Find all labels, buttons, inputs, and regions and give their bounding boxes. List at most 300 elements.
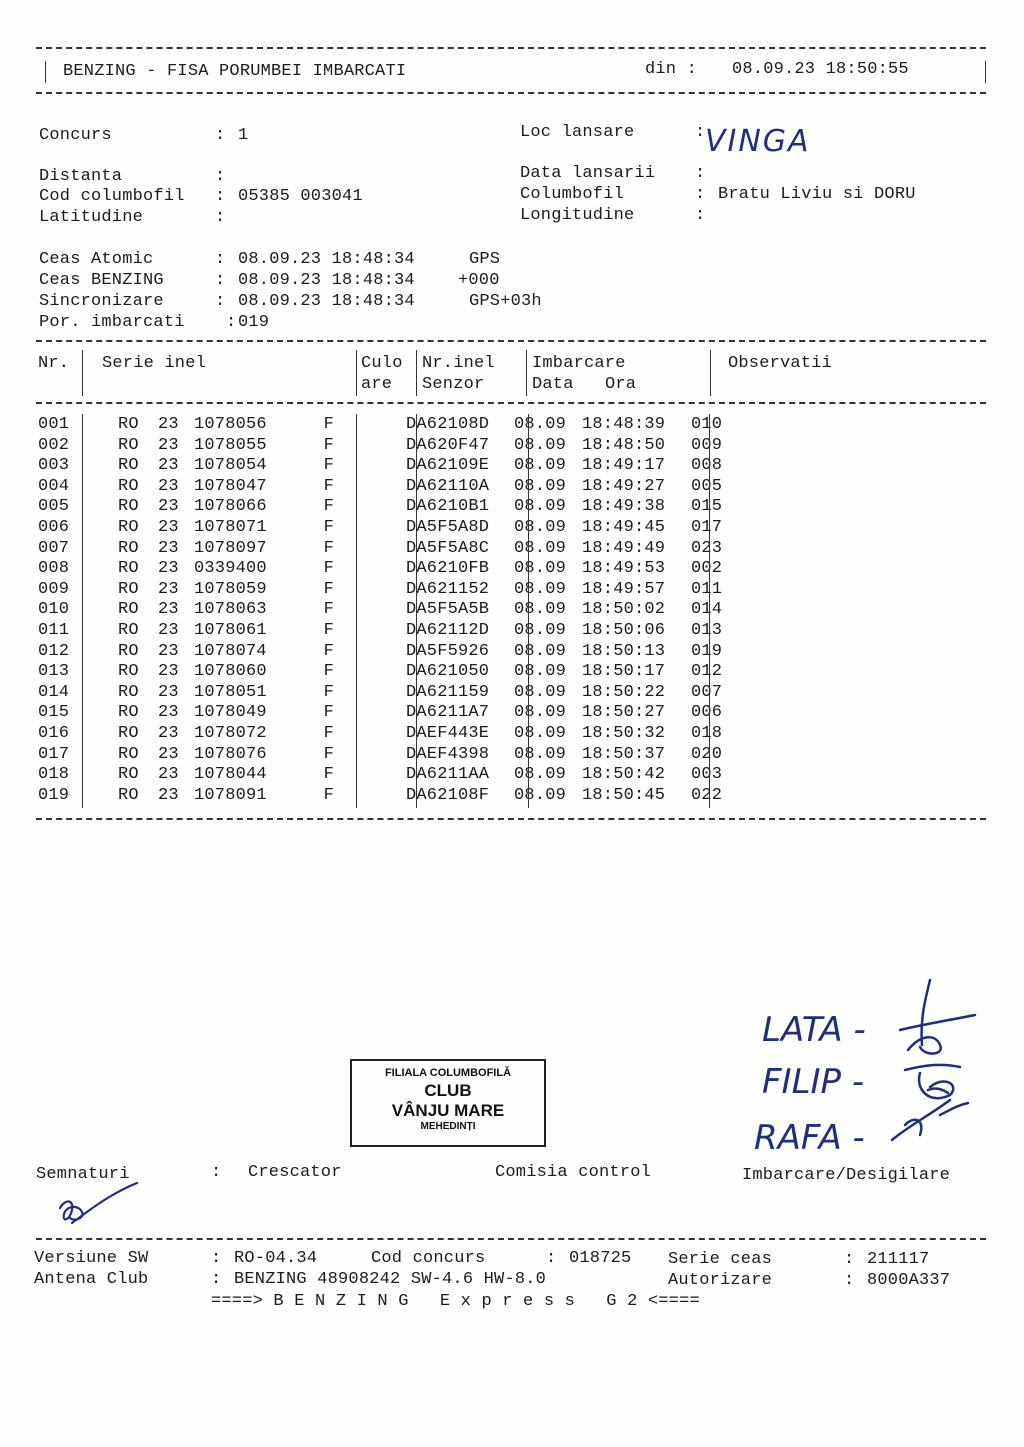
cell-year: 23 xyxy=(158,497,179,517)
cell-sex: F xyxy=(323,682,334,702)
row-sep-serie xyxy=(356,414,357,808)
cell-obs: 015 xyxy=(691,497,723,517)
cell-sex: F xyxy=(323,703,334,723)
header-left-bar xyxy=(45,61,46,83)
pigeon-table-body xyxy=(38,415,745,806)
cell-nr: 004 xyxy=(38,476,70,496)
table-row xyxy=(38,477,745,498)
cell-culo xyxy=(340,724,402,745)
columbofil-colon: : xyxy=(695,185,706,204)
cell-data: 08.09 xyxy=(514,579,567,599)
cell-ring: 1078054 xyxy=(194,456,267,476)
cell-year: 23 xyxy=(158,703,179,723)
antena-club-label: Antena Club xyxy=(34,1270,149,1289)
cell-ring: 1078071 xyxy=(194,517,267,537)
table-row xyxy=(38,518,745,539)
cell-nr: 003 xyxy=(38,456,70,476)
cell-ring: 1078044 xyxy=(194,765,267,785)
cell-ring: 1078091 xyxy=(194,785,267,805)
table-row xyxy=(38,703,745,724)
cell-culo xyxy=(340,683,402,704)
cell-ora: 18:50:27 xyxy=(582,703,666,723)
table-header-dash xyxy=(36,402,986,404)
stamp-line-4: MEHEDINȚI xyxy=(420,1121,476,1132)
col-header-imbarcare: Imbarcare xyxy=(532,354,626,373)
distanta-colon: : xyxy=(215,167,226,186)
cell-obs: 013 xyxy=(691,620,723,640)
data-lansarii-label: Data lansarii xyxy=(520,164,656,183)
cell-country: RO xyxy=(118,538,139,558)
cell-country: RO xyxy=(118,620,139,640)
cell-obs: 002 xyxy=(691,559,723,579)
cell-culo xyxy=(340,580,402,601)
top-dash-line xyxy=(36,47,986,49)
cell-ora: 18:50:17 xyxy=(582,662,666,682)
cell-country: RO xyxy=(118,641,139,661)
cell-obs: 020 xyxy=(691,744,723,764)
cell-senzor: DA5F5A8D xyxy=(406,517,490,537)
cell-sex: F xyxy=(323,538,334,558)
cod-concurs-value: 018725 xyxy=(569,1249,632,1268)
cell-sex: F xyxy=(323,517,334,537)
table-row xyxy=(38,745,745,766)
cell-culo xyxy=(340,786,402,807)
cell-year: 23 xyxy=(158,641,179,661)
cell-ora: 18:49:27 xyxy=(582,476,666,496)
cell-culo xyxy=(340,642,402,663)
stamp-line-2: CLUB xyxy=(424,1081,472,1100)
cell-nr: 006 xyxy=(38,517,70,537)
cell-ora: 18:49:45 xyxy=(582,517,666,537)
por-imbarcati-value: 019 xyxy=(238,313,270,332)
cell-ora: 18:50:32 xyxy=(582,723,666,743)
ceas-benzing-value: 08.09.23 18:48:34 xyxy=(238,271,415,290)
col-header-nr: Nr. xyxy=(38,354,70,373)
cell-year: 23 xyxy=(158,765,179,785)
semnaturi-colon: : xyxy=(211,1163,222,1182)
col-header-culo-2: are xyxy=(361,375,393,394)
cell-ora: 18:49:38 xyxy=(582,497,666,517)
cell-nr: 008 xyxy=(38,559,70,579)
cod-columbofil-colon: : xyxy=(215,187,226,206)
cell-data: 08.09 xyxy=(514,723,567,743)
cell-data: 08.09 xyxy=(514,703,567,723)
cod-columbofil-value: 05385 003041 xyxy=(238,187,363,206)
table-row xyxy=(38,662,745,683)
cell-culo xyxy=(340,436,402,457)
serie-ceas-colon: : xyxy=(844,1250,855,1269)
table-row xyxy=(38,765,745,786)
cell-data: 08.09 xyxy=(514,497,567,517)
row-sep-culo xyxy=(416,414,417,808)
cell-senzor: DA5F5A5B xyxy=(406,600,490,620)
autorizare-label: Autorizare xyxy=(668,1271,773,1290)
concurs-colon: : xyxy=(215,126,226,145)
cell-sex: F xyxy=(323,559,334,579)
cell-data: 08.09 xyxy=(514,620,567,640)
cell-culo xyxy=(340,621,402,642)
longitudine-colon: : xyxy=(695,206,706,225)
cell-culo xyxy=(340,765,402,786)
cell-senzor: DA6211A7 xyxy=(406,703,490,723)
cell-nr: 019 xyxy=(38,785,70,805)
table-row xyxy=(38,456,745,477)
cell-culo xyxy=(340,415,402,436)
cell-senzor: DAEF443E xyxy=(406,723,490,743)
cell-senzor: DA621152 xyxy=(406,579,490,599)
cell-data: 08.09 xyxy=(514,600,567,620)
semnaturi-comisia: Comisia control xyxy=(495,1163,652,1182)
cell-obs: 010 xyxy=(691,415,723,434)
cell-senzor: DA5F5A8C xyxy=(406,538,490,558)
cell-sex: F xyxy=(323,662,334,682)
columbofil-label: Columbofil xyxy=(520,185,625,204)
concurs-label: Concurs xyxy=(39,126,112,145)
sincronizare-colon: : xyxy=(215,292,226,311)
pigeon-table xyxy=(38,415,745,806)
cell-culo xyxy=(340,745,402,766)
table-row xyxy=(38,786,745,807)
antena-club-value: BENZING 48908242 SW-4.6 HW-8.0 xyxy=(234,1270,547,1289)
cell-ora: 18:50:45 xyxy=(582,785,666,805)
ceas-atomic-value: 08.09.23 18:48:34 xyxy=(238,250,415,269)
header-right-bar xyxy=(985,61,986,83)
row-sep-nr xyxy=(82,414,83,808)
crescator-signature-icon xyxy=(52,1178,142,1238)
cell-senzor: DA6210B1 xyxy=(406,497,490,517)
cell-country: RO xyxy=(118,765,139,785)
cell-year: 23 xyxy=(158,744,179,764)
cell-culo xyxy=(340,518,402,539)
cell-ora: 18:50:13 xyxy=(582,641,666,661)
ceas-benzing-suffix: +000 xyxy=(458,271,500,290)
autorizare-colon: : xyxy=(844,1271,855,1290)
col-sep-nr xyxy=(82,350,83,396)
cell-sex: F xyxy=(323,476,334,496)
cell-nr: 012 xyxy=(38,641,70,661)
col-header-culo-1: Culo xyxy=(361,354,403,373)
cell-year: 23 xyxy=(158,456,179,476)
cell-sex: F xyxy=(323,456,334,476)
cell-obs: 022 xyxy=(691,785,723,805)
cell-data: 08.09 xyxy=(514,662,567,682)
cell-sex: F xyxy=(323,600,334,620)
cell-senzor: DA62108D xyxy=(406,415,490,434)
cell-culo xyxy=(340,662,402,683)
cell-culo xyxy=(340,600,402,621)
cell-data: 08.09 xyxy=(514,785,567,805)
table-row xyxy=(38,621,745,642)
cell-sex: F xyxy=(323,579,334,599)
cell-culo xyxy=(340,539,402,560)
col-header-nrinel-2: Senzor xyxy=(422,375,485,394)
cell-senzor: DA6211AA xyxy=(406,765,490,785)
cell-sex: F xyxy=(323,497,334,517)
cell-year: 23 xyxy=(158,579,179,599)
cell-senzor: DA620F47 xyxy=(406,435,490,455)
cell-ring: 1078097 xyxy=(194,538,267,558)
ceas-benzing-colon: : xyxy=(215,271,226,290)
cell-data: 08.09 xyxy=(514,415,567,434)
longitudine-label: Longitudine xyxy=(520,206,635,225)
cell-country: RO xyxy=(118,517,139,537)
antena-club-colon: : xyxy=(211,1270,222,1289)
cell-obs: 009 xyxy=(691,435,723,455)
handwritten-signatures-icon xyxy=(880,975,990,1155)
cell-nr: 010 xyxy=(38,600,70,620)
cod-concurs-colon: : xyxy=(546,1249,557,1268)
footer-top-dash xyxy=(36,1238,986,1240)
cod-concurs-label: Cod concurs xyxy=(371,1249,486,1268)
table-row xyxy=(38,600,745,621)
table-row xyxy=(38,683,745,704)
cell-nr: 007 xyxy=(38,538,70,558)
cell-year: 23 xyxy=(158,559,179,579)
cell-obs: 007 xyxy=(691,682,723,702)
cell-nr: 017 xyxy=(38,744,70,764)
cell-ora: 18:49:57 xyxy=(582,579,666,599)
cell-ora: 18:50:02 xyxy=(582,600,666,620)
cell-sex: F xyxy=(323,765,334,785)
cell-obs: 012 xyxy=(691,662,723,682)
table-row xyxy=(38,436,745,457)
cell-sex: F xyxy=(323,620,334,640)
cell-ring: 1078051 xyxy=(194,682,267,702)
cell-data: 08.09 xyxy=(514,682,567,702)
stamp-line-3: VÂNJU MARE xyxy=(391,1101,505,1120)
table-bottom-dash xyxy=(36,818,986,820)
cell-obs: 005 xyxy=(691,476,723,496)
cell-culo xyxy=(340,559,402,580)
cell-data: 08.09 xyxy=(514,765,567,785)
cell-ora: 18:49:17 xyxy=(582,456,666,476)
columbofil-value: Bratu Liviu si DORU xyxy=(718,185,916,204)
club-stamp xyxy=(350,1059,546,1147)
din-value: 08.09.23 18:50:55 xyxy=(732,60,909,79)
cell-obs: 011 xyxy=(691,579,723,599)
cell-ora: 18:50:37 xyxy=(582,744,666,764)
table-row xyxy=(38,539,745,560)
cell-data: 08.09 xyxy=(514,435,567,455)
table-row xyxy=(38,559,745,580)
cell-culo xyxy=(340,703,402,724)
table-row xyxy=(38,415,745,436)
cell-ring: 0339400 xyxy=(194,559,267,579)
loc-lansare-colon: : xyxy=(695,123,706,142)
table-row xyxy=(38,724,745,745)
versiune-sw-label: Versiune SW xyxy=(34,1249,149,1268)
semnaturi-crescator: Crescator xyxy=(248,1163,342,1182)
cell-nr: 002 xyxy=(38,435,70,455)
cell-senzor: DA62108F xyxy=(406,785,490,805)
cell-year: 23 xyxy=(158,415,179,434)
serie-ceas-label: Serie ceas xyxy=(668,1250,773,1269)
cell-sex: F xyxy=(323,744,334,764)
header-bottom-dash xyxy=(36,92,986,94)
cell-ring: 1078060 xyxy=(194,662,267,682)
cell-data: 08.09 xyxy=(514,641,567,661)
cell-data: 08.09 xyxy=(514,538,567,558)
sincronizare-value: 08.09.23 18:48:34 xyxy=(238,292,415,311)
data-lansarii-colon: : xyxy=(695,164,706,183)
cell-year: 23 xyxy=(158,538,179,558)
cell-senzor: DA62112D xyxy=(406,620,490,640)
cell-nr: 018 xyxy=(38,765,70,785)
cell-culo xyxy=(340,456,402,477)
benzing-express-brand: ====> B E N Z I N G E x p r e s s G 2 <==== xyxy=(211,1292,700,1311)
cell-year: 23 xyxy=(158,476,179,496)
cell-ora: 18:48:50 xyxy=(582,435,666,455)
cell-year: 23 xyxy=(158,662,179,682)
autorizare-value: 8000A337 xyxy=(867,1271,951,1290)
cell-ring: 1078072 xyxy=(194,723,267,743)
cell-data: 08.09 xyxy=(514,517,567,537)
serie-ceas-value: 211117 xyxy=(867,1250,930,1269)
col-sep-imbarcare xyxy=(710,350,711,396)
cell-ring: 1078059 xyxy=(194,579,267,599)
cell-sex: F xyxy=(323,435,334,455)
cell-ring: 1078074 xyxy=(194,641,267,661)
cell-ora: 18:50:22 xyxy=(582,682,666,702)
cell-ora: 18:50:42 xyxy=(582,765,666,785)
cell-obs: 018 xyxy=(691,723,723,743)
col-sep-nrinel xyxy=(526,350,527,396)
cell-ring: 1078063 xyxy=(194,600,267,620)
cell-culo xyxy=(340,497,402,518)
table-row xyxy=(38,642,745,663)
cell-culo xyxy=(340,477,402,498)
cell-nr: 015 xyxy=(38,703,70,723)
handwritten-name-rafa: RAFA - xyxy=(754,1118,865,1158)
cell-country: RO xyxy=(118,579,139,599)
cell-nr: 011 xyxy=(38,620,70,640)
semnaturi-label: Semnaturi xyxy=(36,1165,130,1184)
cell-sex: F xyxy=(323,785,334,805)
cell-ring: 1078056 xyxy=(194,415,267,434)
cell-country: RO xyxy=(118,497,139,517)
latitudine-label: Latitudine xyxy=(39,208,144,227)
table-row xyxy=(38,580,745,601)
cell-data: 08.09 xyxy=(514,744,567,764)
loc-lansare-label: Loc lansare xyxy=(520,123,635,142)
cell-country: RO xyxy=(118,559,139,579)
cell-ring: 1078066 xyxy=(194,497,267,517)
cell-nr: 001 xyxy=(38,415,70,434)
cell-country: RO xyxy=(118,600,139,620)
cell-nr: 013 xyxy=(38,662,70,682)
ceas-atomic-label: Ceas Atomic xyxy=(39,250,154,269)
cell-country: RO xyxy=(118,476,139,496)
stamp-line-1: FILIALA COLUMBOFILĂ xyxy=(384,1067,512,1079)
cell-data: 08.09 xyxy=(514,476,567,496)
document-title: BENZING - FISA PORUMBEI IMBARCATI xyxy=(63,62,407,81)
ceas-atomic-colon: : xyxy=(215,250,226,269)
cell-nr: 005 xyxy=(38,497,70,517)
cell-ora: 18:49:53 xyxy=(582,559,666,579)
latitudine-colon: : xyxy=(215,208,226,227)
cell-ora: 18:49:49 xyxy=(582,538,666,558)
cell-senzor: DA62110A xyxy=(406,476,490,496)
cell-senzor: DA62109E xyxy=(406,456,490,476)
cell-country: RO xyxy=(118,415,139,434)
handwritten-name-lata: LATA - xyxy=(762,1010,866,1050)
cell-nr: 009 xyxy=(38,579,70,599)
ceas-atomic-suffix: GPS xyxy=(469,250,501,269)
cod-columbofil-label: Cod columbofil xyxy=(39,187,185,206)
cell-year: 23 xyxy=(158,785,179,805)
cell-senzor: DA621159 xyxy=(406,682,490,702)
din-label: din : xyxy=(645,60,698,79)
cell-obs: 008 xyxy=(691,456,723,476)
cell-country: RO xyxy=(118,723,139,743)
col-header-imb-data: Data xyxy=(532,375,574,394)
cell-country: RO xyxy=(118,785,139,805)
loc-lansare-value: VINGA xyxy=(705,124,811,159)
cell-country: RO xyxy=(118,456,139,476)
table-row xyxy=(38,497,745,518)
cell-sex: F xyxy=(323,723,334,743)
cell-obs: 003 xyxy=(691,765,723,785)
cell-obs: 014 xyxy=(691,600,723,620)
cell-ora: 18:48:39 xyxy=(582,415,666,434)
col-sep-culo xyxy=(416,350,417,396)
cell-nr: 014 xyxy=(38,682,70,702)
cell-year: 23 xyxy=(158,682,179,702)
cell-year: 23 xyxy=(158,517,179,537)
concurs-value: 1 xyxy=(238,126,249,145)
table-top-dash xyxy=(36,340,986,342)
cell-ring: 1078055 xyxy=(194,435,267,455)
cell-year: 23 xyxy=(158,723,179,743)
row-sep-imbarcare xyxy=(709,414,710,808)
handwritten-name-filip: FILIP - xyxy=(762,1062,865,1102)
col-sep-serie xyxy=(356,350,357,396)
cell-ring: 1078061 xyxy=(194,620,267,640)
cell-year: 23 xyxy=(158,435,179,455)
col-header-imb-ora: Ora xyxy=(605,375,637,394)
cell-obs: 019 xyxy=(691,641,723,661)
por-imbarcati-label: Por. imbarcati xyxy=(39,313,185,332)
col-header-serie: Serie inel xyxy=(102,354,207,373)
cell-obs: 006 xyxy=(691,703,723,723)
versiune-sw-value: RO-04.34 xyxy=(234,1249,318,1268)
versiune-sw-colon: : xyxy=(211,1249,222,1268)
cell-ring: 1078047 xyxy=(194,476,267,496)
cell-year: 23 xyxy=(158,600,179,620)
col-header-observatii: Observatii xyxy=(728,354,833,373)
cell-country: RO xyxy=(118,662,139,682)
cell-country: RO xyxy=(118,744,139,764)
row-sep-nrinel xyxy=(528,414,529,808)
cell-data: 08.09 xyxy=(514,559,567,579)
cell-obs: 023 xyxy=(691,538,723,558)
cell-ora: 18:50:06 xyxy=(582,620,666,640)
cell-country: RO xyxy=(118,703,139,723)
sincronizare-label: Sincronizare xyxy=(39,292,164,311)
semnaturi-imbarcare: Imbarcare/Desigilare xyxy=(742,1166,951,1185)
cell-data: 08.09 xyxy=(514,456,567,476)
distanta-label: Distanta xyxy=(39,167,123,186)
cell-senzor: DA621050 xyxy=(406,662,490,682)
cell-sex: F xyxy=(323,415,334,434)
ceas-benzing-label: Ceas BENZING xyxy=(39,271,164,290)
cell-senzor: DA5F5926 xyxy=(406,641,490,661)
cell-country: RO xyxy=(118,435,139,455)
cell-ring: 1078076 xyxy=(194,744,267,764)
col-header-nrinel-1: Nr.inel xyxy=(422,354,495,373)
cell-nr: 016 xyxy=(38,723,70,743)
sincronizare-suffix: GPS+03h xyxy=(469,292,542,311)
